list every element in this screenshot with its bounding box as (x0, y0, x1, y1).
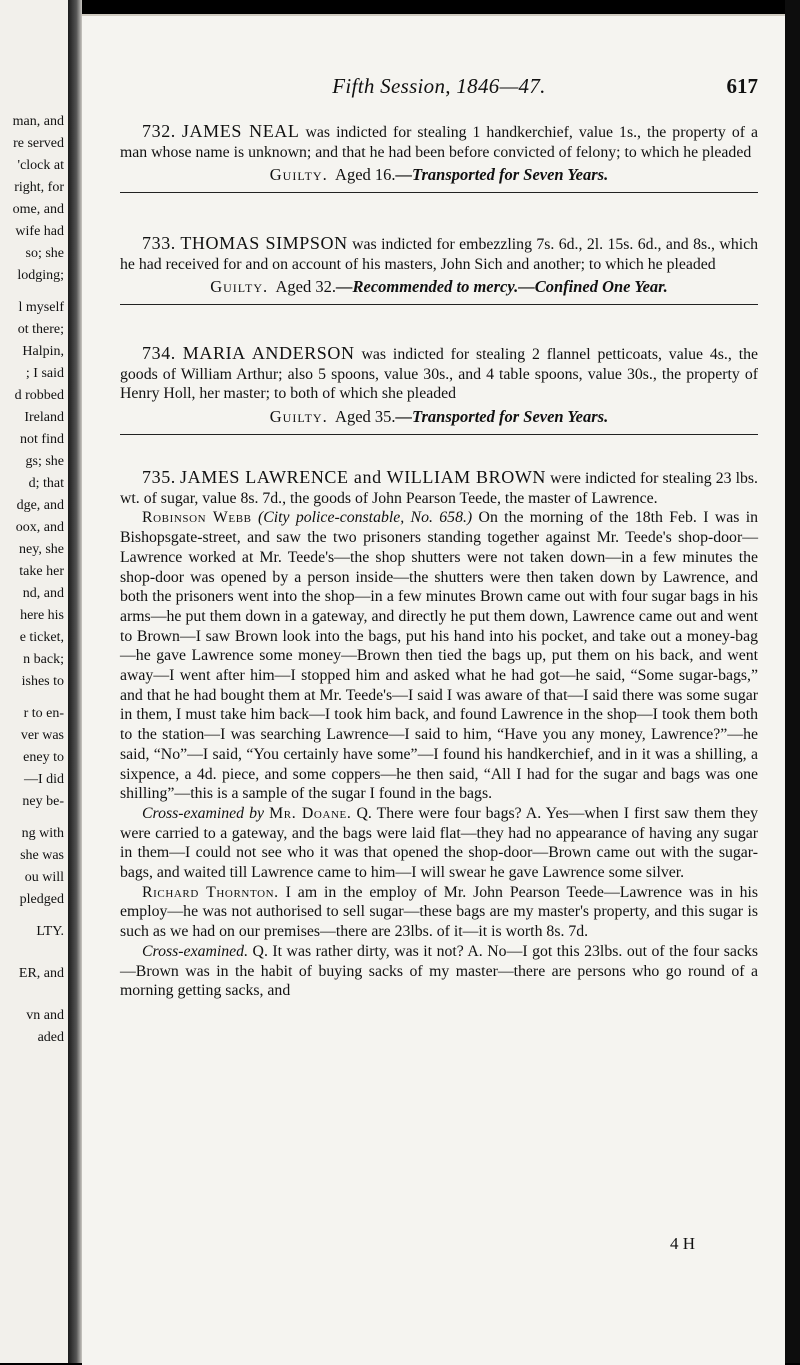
left-page-fragment: ng with (21, 826, 64, 841)
left-page-fragment: she was (20, 848, 64, 863)
left-page-fragment: LTY. (36, 924, 64, 939)
defendant-name: MARIA ANDERSON (182, 343, 355, 363)
defendant-name: THOMAS SIMPSON (180, 233, 348, 253)
verdict: Guilty. (269, 165, 328, 185)
case-732 (120, 122, 758, 199)
book-gutter (68, 0, 82, 1363)
left-page-fragment: re served (13, 136, 64, 151)
testimony: I am in the employ of Mr. John Pearson Teede—Lawrence was in his employ—he was not authorised to sell sugar—these bags are my master's property, and this sugar is such as we had on our premises—there are 23lbs. of it—it is worth 8s. 7d. (120, 883, 759, 941)
age: Aged 35. (335, 407, 396, 427)
verdict: Guilty. (269, 407, 328, 427)
left-page-fragment: here his (20, 608, 64, 623)
left-page-fragment: ot there; (17, 322, 64, 337)
testimony: On the morning of the 18th Feb. I was in Bishopsgate-street, and saw the two prisoners standing together against Mr. Teede's shop-door—Lawrence worked at Mr. Teede's—the shop shutters were not taken down—in a few minutes the shop-door was opened by a person inside—the shutters were then taken down by Lawrence, and both the prisoners went into the shop—in a few minutes Brown came out with four sugar bags in his arms—he put them down in a gateway, and directly he put them down, Lawrence came out and went to Brown—I saw Brown look into the bags, put his hand into his pocket, and take out a money-bag—he gave Lawrence some money—Brown then tied the bags up, put them on his back, and went away—I went after him—I stopped him and asked what he had got—he said, “Some sugar-bags,” and that he had bought them at Mr. Teede's—I said I was aware of that—I said there was some sugar in them, I must take him back—I took him back, and found Lawrence in the shop—I took them both to the station—I was searching Lawrence—I said to him, “Have you any money, Lawrence?”—he said, “No”—I said, “You certainly have some”—I found his handkerchief, and in it was a shilling, a sixpence, a 4d. piece, and some coppers—he then said, “All I had for the sugar and bags was one shilling”—this is a sample of the sugar I found in the bags. (120, 509, 759, 803)
left-page-fragment: n back; (23, 652, 64, 667)
left-page-fragment: ou will (24, 870, 64, 885)
left-page-fragment: pledged (19, 892, 64, 907)
left-page-fragment: e ticket, (19, 630, 64, 645)
left-page-fragment: Halpin, (22, 344, 64, 359)
left-page-fragment: Ireland (24, 410, 64, 425)
witness-role: (City police-constable, No. 658.) (257, 509, 473, 527)
testimony: Q. There were four bags? A. Yes—when I first saw them they were carried to a gateway, and the bags were laid flat—they had no appearance of having any sugar in them—I could not see who it was that opened the shop-door—Brown came out with the sugar-bags, and waited till Lawrence came to him—I will swear he gave Lawrence some silver. (120, 804, 759, 882)
left-page-fragment: —I did (23, 772, 64, 787)
left-page-fragment: take her (19, 564, 64, 579)
sentence: —Transported for Seven Years. (395, 165, 609, 185)
case-number: 734. (142, 343, 176, 363)
case-text: were indicted for stealing 23 lbs. wt. of sugar, value 8s. 7d., the goods of John Pearson Teede, the master of Lawrence. (120, 470, 758, 507)
case-text: was indicted for stealing 1 handkerchief, value 1s., the property of a man whose name is unknown; and that he had been before convicted of felony; to which he pleaded (120, 124, 758, 161)
left-page-fragment: oox, and (15, 520, 64, 535)
running-header (120, 74, 758, 104)
case-number: 735. (142, 467, 176, 487)
verdict-line (120, 164, 758, 186)
left-page-fragment: vn and (26, 1008, 64, 1023)
left-page-fragment: gs; she (25, 454, 64, 469)
defendant-name: JAMES LAWRENCE and WILLIAM BROWN (180, 467, 547, 487)
left-page-fragment: ER, and (18, 966, 64, 981)
left-page-fragment: aded (37, 1030, 64, 1045)
left-page-fragment: l myself (18, 300, 64, 315)
witness-name: Robinson Webb (142, 509, 252, 527)
case-text: was indicted for stealing 2 flannel petticoats, value 4s., the goods of William Arthur; also 5 spoons, value 30s., and 4 table spoons, value 30s., the property of Henry Holl, her master; to both of which she pleaded (120, 346, 758, 403)
left-page-fragment: d; that (28, 476, 64, 491)
left-page-fragment: ney be- (22, 794, 64, 809)
left-page-margin (0, 0, 68, 1363)
left-page-fragment: ome, and (12, 202, 64, 217)
testimony: Q. It was rather dirty, was it not? A. No—I got this 23lbs. out of the four sacks—Brown was in the habit of buying sacks of my master—there are persons who go round of a morning getting sacks, and (120, 942, 759, 1000)
case-number: 733. (142, 233, 176, 253)
verdict-line (120, 276, 758, 298)
left-page-fragment: ney, she (19, 542, 64, 557)
sentence: —Transported for Seven Years. (395, 407, 609, 427)
left-page-fragment: so; she (25, 246, 64, 261)
left-page-fragment: 'clock at (17, 158, 64, 173)
left-page-fragment: right, for (14, 180, 64, 195)
sentence: —Recommended to mercy.—Confined One Year. (335, 277, 668, 297)
case-734 (120, 344, 758, 441)
left-page-fragment: dge, and (16, 498, 64, 513)
case-735 (120, 468, 758, 1001)
case-text: was indicted for embezzling 7s. 6d., 2l. 15s. 6d., and 8s., which he had received for and on account of his masters, John Sich and another; to which he pleaded (120, 236, 759, 273)
age: Aged 32. (275, 277, 336, 297)
left-page-fragment: man, and (12, 114, 64, 129)
session-title: Fifth Session, 1846—47. (332, 74, 546, 98)
defendant-name: JAMES NEAL (181, 121, 300, 141)
left-page-fragment: nd, and (22, 586, 64, 601)
verdict-line (120, 406, 758, 428)
left-page-fragment: ver was (20, 728, 64, 743)
signature-mark: 4 H (669, 1234, 695, 1253)
divider (120, 304, 758, 305)
page (82, 14, 785, 1365)
case-733 (120, 234, 758, 311)
witness-name: Richard Thornton. (142, 883, 279, 901)
counsel-name: Mr. Doane. (269, 804, 352, 822)
left-page-fragment: lodging; (17, 268, 64, 283)
divider (120, 434, 758, 435)
left-page-fragment: d robbed (14, 388, 64, 403)
left-page-fragment: ; I said (25, 366, 64, 381)
left-page-fragment: ishes to (21, 674, 64, 689)
left-page-fragment: eney to (23, 750, 64, 765)
case-number: 732. (142, 121, 176, 141)
age: Aged 16. (335, 165, 396, 185)
left-page-fragment: r to en- (23, 706, 64, 721)
left-page-fragment: wife had (15, 224, 64, 239)
divider (120, 192, 758, 193)
cross-exam-label: Cross-examined. (142, 942, 249, 960)
page-number: 617 (726, 74, 758, 98)
scan-edge (785, 0, 800, 1363)
cross-exam-label: Cross-examined by (142, 804, 265, 822)
verdict: Guilty. (210, 277, 269, 297)
left-page-fragment: not find (20, 432, 64, 447)
